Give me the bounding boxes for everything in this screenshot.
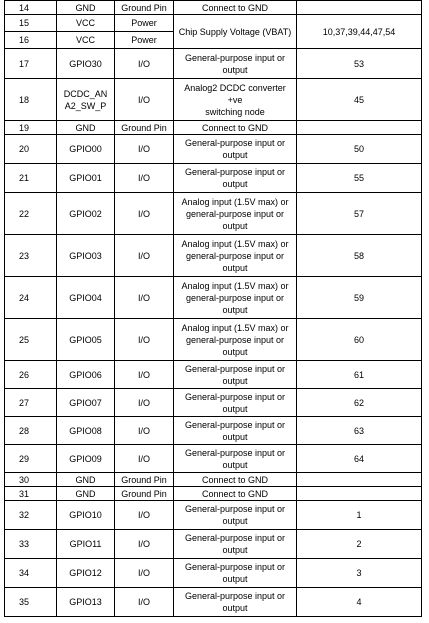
chip-pin: 50 [297, 135, 422, 164]
pin-description: General-purpose input or output [174, 389, 297, 417]
chip-pin: 53 [297, 49, 422, 79]
chip-pin [297, 473, 422, 487]
table-row [5, 445, 422, 473]
pin-description: General-purpose input or output [174, 164, 297, 193]
pin-number: 26 [5, 361, 57, 389]
chip-pin: 59 [297, 277, 422, 319]
pin-description: General-purpose input or output [174, 135, 297, 164]
pin-type: Ground Pin [115, 1, 174, 15]
pin-type: I/O [115, 79, 174, 121]
pin-name: GND [57, 473, 115, 487]
pin-number: 14 [5, 1, 57, 15]
pin-type: I/O [115, 193, 174, 235]
pin-name: GPIO12 [57, 559, 115, 588]
pin-number: 23 [5, 235, 57, 277]
table-row [5, 473, 422, 487]
table-row [5, 49, 422, 79]
pin-number: 16 [5, 32, 57, 49]
pin-type: I/O [115, 277, 174, 319]
pin-number: 35 [5, 588, 57, 617]
pin-description: Analog input (1.5V max) or general-purpose input or output [174, 235, 297, 277]
pin-number: 15 [5, 15, 57, 32]
pin-name: GPIO10 [57, 501, 115, 530]
pin-description: Analog2 DCDC converter +ve switching node [174, 79, 297, 121]
pin-type: Power [115, 32, 174, 49]
table-row [5, 277, 422, 319]
pin-name: GPIO08 [57, 417, 115, 445]
table-row [5, 1, 422, 15]
chip-pin: 58 [297, 235, 422, 277]
pin-name: VCC [57, 32, 115, 49]
pin-name: GND [57, 121, 115, 135]
pin-description: Analog input (1.5V max) or general-purpose input or output [174, 319, 297, 361]
table-row [5, 121, 422, 135]
pin-type: Ground Pin [115, 487, 174, 501]
pin-type: I/O [115, 417, 174, 445]
chip-pin: 63 [297, 417, 422, 445]
pin-description: Connect to GND [174, 121, 297, 135]
pin-name: GPIO02 [57, 193, 115, 235]
pin-name: GPIO06 [57, 361, 115, 389]
pin-type: I/O [115, 530, 174, 559]
chip-pin: 57 [297, 193, 422, 235]
pin-type: I/O [115, 361, 174, 389]
pin-type: I/O [115, 49, 174, 79]
table-row [5, 235, 422, 277]
pin-type: I/O [115, 135, 174, 164]
pin-number: 28 [5, 417, 57, 445]
chip-pin: 10,37,39,44,47,54 [297, 15, 422, 49]
pin-number: 32 [5, 501, 57, 530]
pin-description: General-purpose input or output [174, 361, 297, 389]
pin-name: GPIO13 [57, 588, 115, 617]
chip-pin: 55 [297, 164, 422, 193]
pin-type: I/O [115, 235, 174, 277]
pin-type: I/O [115, 389, 174, 417]
pin-description: Connect to GND [174, 487, 297, 501]
table-row [5, 588, 422, 617]
chip-pin: 62 [297, 389, 422, 417]
pin-name: DCDC_AN A2_SW_P [57, 79, 115, 121]
pin-name: GPIO01 [57, 164, 115, 193]
chip-pin: 64 [297, 445, 422, 473]
chip-pin: 1 [297, 501, 422, 530]
pin-description: Connect to GND [174, 1, 297, 15]
pin-description: Chip Supply Voltage (VBAT) [174, 15, 297, 49]
pin-number: 25 [5, 319, 57, 361]
pin-type: I/O [115, 501, 174, 530]
chip-pin: 2 [297, 530, 422, 559]
chip-pin [297, 487, 422, 501]
pin-number: 18 [5, 79, 57, 121]
pin-description: Analog input (1.5V max) or general-purpose input or output [174, 277, 297, 319]
pin-type: I/O [115, 559, 174, 588]
pin-name: GPIO00 [57, 135, 115, 164]
pin-number: 21 [5, 164, 57, 193]
pin-number: 30 [5, 473, 57, 487]
pin-name: GPIO05 [57, 319, 115, 361]
pin-number: 24 [5, 277, 57, 319]
pin-number: 17 [5, 49, 57, 79]
pin-type: Ground Pin [115, 121, 174, 135]
pin-number: 33 [5, 530, 57, 559]
pin-name: GPIO03 [57, 235, 115, 277]
chip-pin: 61 [297, 361, 422, 389]
table-row [5, 15, 422, 32]
pin-description: General-purpose input or output [174, 445, 297, 473]
pin-number: 20 [5, 135, 57, 164]
table-row [5, 79, 422, 121]
table-row [5, 164, 422, 193]
pin-number: 29 [5, 445, 57, 473]
pin-type: Power [115, 15, 174, 32]
pin-description-table [4, 0, 422, 617]
pin-name: GPIO04 [57, 277, 115, 319]
pin-description: General-purpose input or output [174, 530, 297, 559]
pin-description: General-purpose input or output [174, 588, 297, 617]
chip-pin: 60 [297, 319, 422, 361]
table-row [5, 361, 422, 389]
pin-description: General-purpose input or output [174, 501, 297, 530]
table-row [5, 417, 422, 445]
pin-number: 19 [5, 121, 57, 135]
pin-number: 34 [5, 559, 57, 588]
pin-description: Connect to GND [174, 473, 297, 487]
pin-number: 27 [5, 389, 57, 417]
pin-number: 22 [5, 193, 57, 235]
pin-type: I/O [115, 445, 174, 473]
pin-name: GPIO11 [57, 530, 115, 559]
pin-name: GND [57, 487, 115, 501]
table-row [5, 559, 422, 588]
table-row [5, 487, 422, 501]
table-row [5, 193, 422, 235]
chip-pin: 4 [297, 588, 422, 617]
pin-name: GND [57, 1, 115, 15]
pin-type: I/O [115, 319, 174, 361]
pin-name: GPIO07 [57, 389, 115, 417]
pin-type: Ground Pin [115, 473, 174, 487]
pin-number: 31 [5, 487, 57, 501]
pin-type: I/O [115, 164, 174, 193]
chip-pin: 3 [297, 559, 422, 588]
pin-description: Analog input (1.5V max) or general-purpose input or output [174, 193, 297, 235]
pin-description: General-purpose input or output [174, 417, 297, 445]
table-row [5, 319, 422, 361]
table-row [5, 530, 422, 559]
pin-description: General-purpose input or output [174, 559, 297, 588]
pin-type: I/O [115, 588, 174, 617]
chip-pin [297, 1, 422, 15]
chip-pin: 45 [297, 79, 422, 121]
pin-name: VCC [57, 15, 115, 32]
pin-name: GPIO09 [57, 445, 115, 473]
pin-name: GPIO30 [57, 49, 115, 79]
table-row [5, 389, 422, 417]
pin-description: General-purpose input or output [174, 49, 297, 79]
table-row [5, 501, 422, 530]
chip-pin [297, 121, 422, 135]
table-row [5, 135, 422, 164]
